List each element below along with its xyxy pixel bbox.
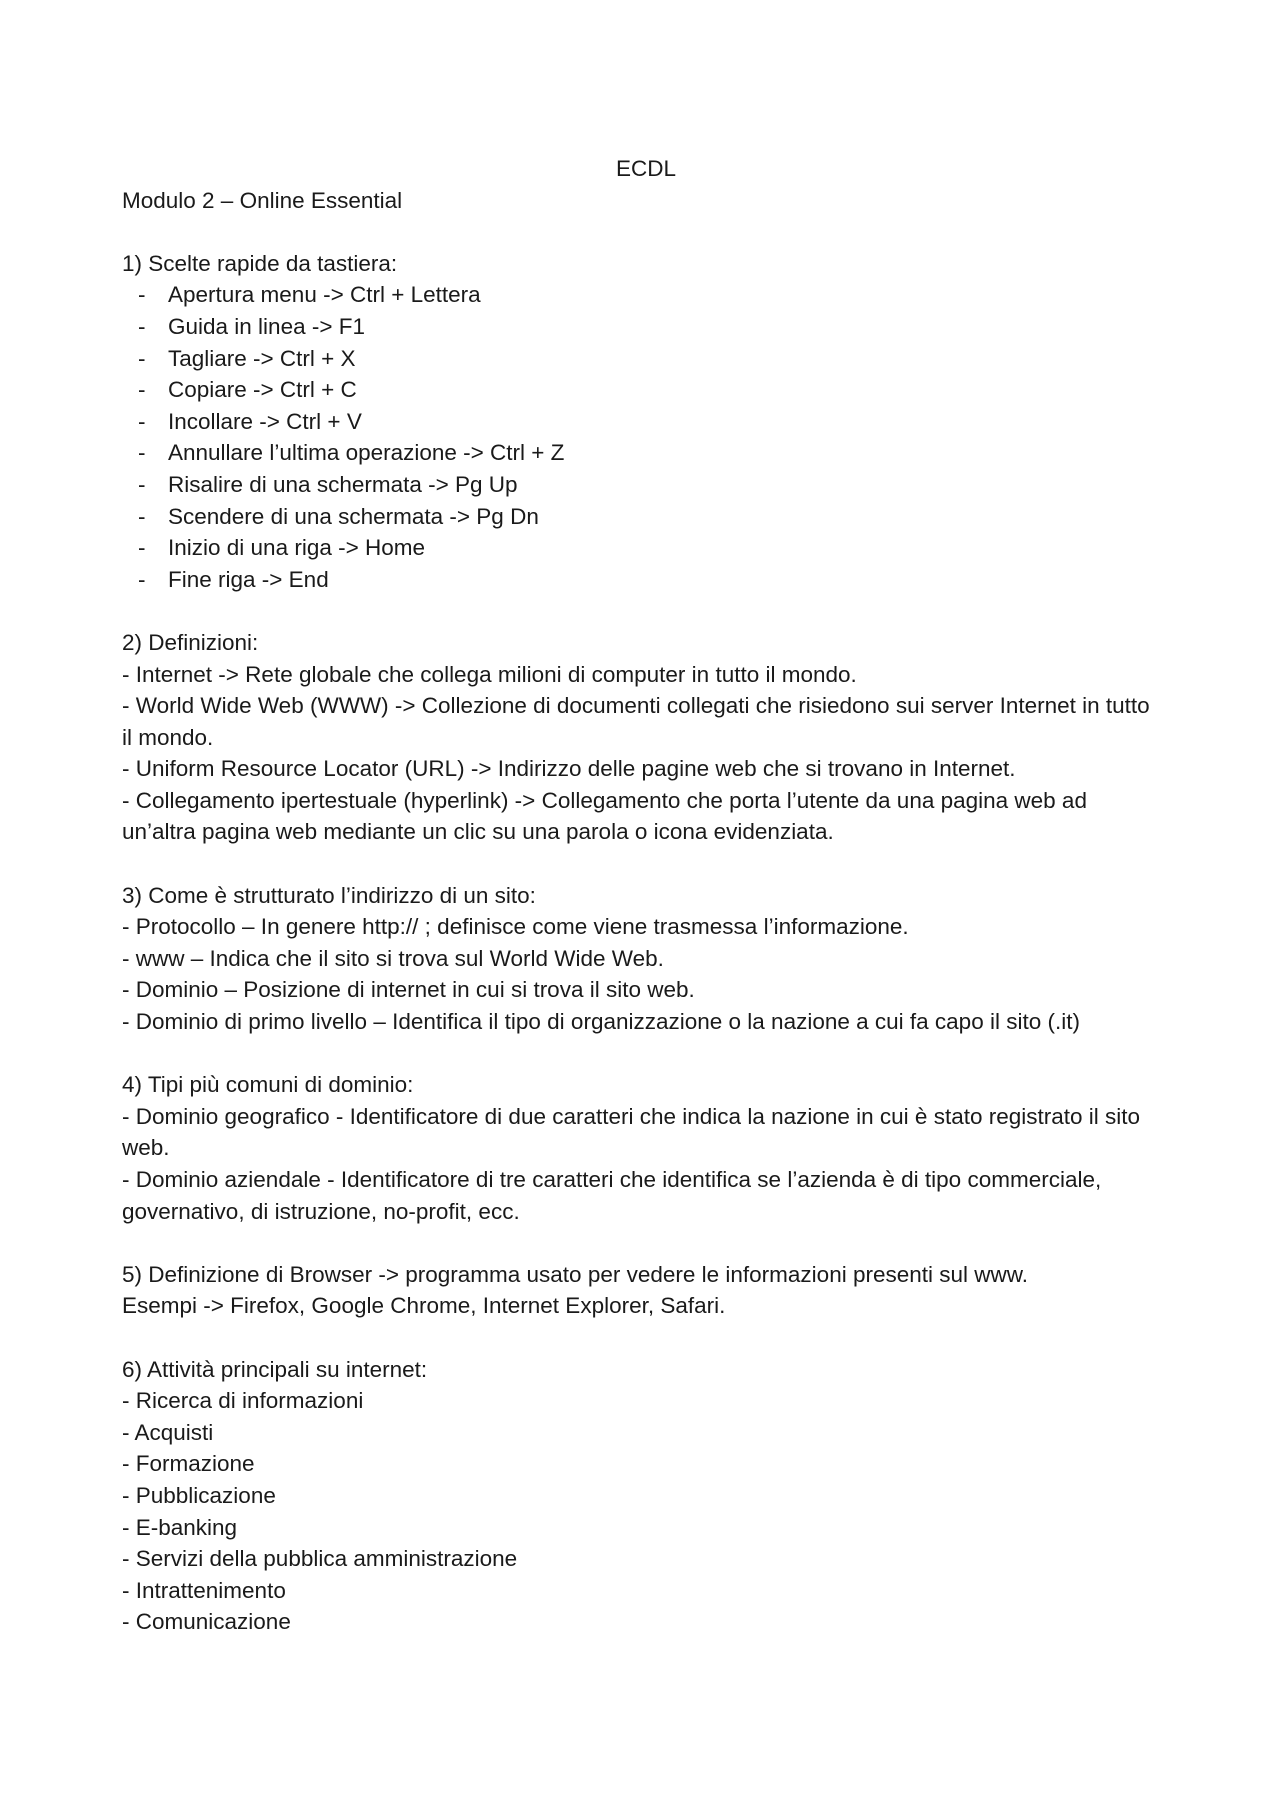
list-item-text: Fine riga -> End <box>168 566 329 592</box>
section-heading-activities: 6) Attività principali su internet: <box>122 1356 428 1382</box>
address-part-item: - Protocollo – In genere http:// ; definisce come viene trasmessa l’informazione. <box>122 914 909 940</box>
address-part-item: - www – Indica che il sito si trova sul World Wide Web. <box>122 945 664 971</box>
spacer <box>122 1038 1162 1070</box>
dash-marker: - <box>138 535 146 561</box>
domain-type-item: - Dominio aziendale - Identificatore di tre caratteri che identifica se l’azienda è di tipo commerciale, governativo, di istruzione, no-profit, ecc. <box>122 1167 1102 1224</box>
list-item <box>122 532 1162 564</box>
list-item-text: Scendere di una schermata -> Pg Dn <box>168 503 539 529</box>
definition-item: - Uniform Resource Locator (URL) -> Indirizzo delle pagine web che si trovano in Internet. <box>122 756 1016 782</box>
dash-marker: - <box>138 566 146 592</box>
activity-item: - Ricerca di informazioni <box>122 1388 364 1414</box>
dash-marker: - <box>138 440 146 466</box>
spacer <box>122 216 1162 248</box>
definition-item: - Collegamento ipertestuale (hyperlink) -> Collegamento che porta l’utente da una pagina web ad un’altra pagina web mediante un clic su una parola o icona evidenziata. <box>122 787 1087 845</box>
list-item <box>122 469 1162 501</box>
definition-item: - World Wide Web (WWW) -> Collezione di documenti collegati che risiedono sui server Internet in tutto il mondo. <box>122 693 1150 750</box>
section-heading-domain-types: 4) Tipi più comuni di dominio: <box>122 1072 414 1098</box>
address-part-item: - Dominio di primo livello – Identifica il tipo di organizzazione o la nazione a cui fa capo il sito (.it) <box>122 1009 1080 1035</box>
definition-item: - Internet -> Rete globale che collega milioni di computer in tutto il mondo. <box>122 661 857 687</box>
section-heading-browser: 5) Definizione di Browser -> programma usato per vedere le informazioni presenti sul www. <box>122 1261 1029 1287</box>
dash-marker: - <box>138 313 146 339</box>
address-part-item: - Dominio – Posizione di internet in cui si trova il sito web. <box>122 977 695 1003</box>
dash-marker: - <box>138 282 146 308</box>
spacer <box>122 1322 1162 1354</box>
list-item-text: Incollare -> Ctrl + V <box>168 408 362 434</box>
activity-item: - Intrattenimento <box>122 1577 286 1603</box>
activity-item: - E-banking <box>122 1514 238 1540</box>
list-item <box>122 437 1162 469</box>
list-item-text: Risalire di una schermata -> Pg Up <box>168 471 518 497</box>
dash-marker: - <box>138 377 146 403</box>
activity-item: - Acquisti <box>122 1419 214 1445</box>
list-item <box>122 374 1162 406</box>
list-item <box>122 501 1162 533</box>
list-item-text: Copiare -> Ctrl + C <box>168 377 357 403</box>
section-heading-definitions: 2) Definizioni: <box>122 629 259 655</box>
list-item <box>122 343 1162 375</box>
section-heading-shortcuts: 1) Scelte rapide da tastiera: <box>122 250 398 276</box>
list-item <box>122 311 1162 343</box>
dash-marker: - <box>138 471 146 497</box>
dash-marker: - <box>138 408 146 434</box>
section-heading-address-structure: 3) Come è strutturato l’indirizzo di un sito: <box>122 882 536 908</box>
activity-item: - Servizi della pubblica amministrazione <box>122 1546 518 1572</box>
document-page <box>122 153 1162 1638</box>
list-item <box>122 564 1162 596</box>
list-item-text: Guida in linea -> F1 <box>168 313 365 339</box>
activity-item: - Formazione <box>122 1451 255 1477</box>
dash-marker: - <box>138 503 146 529</box>
spacer <box>122 595 1162 627</box>
list-item-text: Inizio di una riga -> Home <box>168 535 426 561</box>
activity-item: - Pubblicazione <box>122 1482 276 1508</box>
spacer <box>122 1227 1162 1259</box>
list-item <box>122 406 1162 438</box>
document-subtitle: Modulo 2 – Online Essential <box>122 187 403 213</box>
document-title: ECDL <box>615 156 677 181</box>
activity-item: - Comunicazione <box>122 1609 291 1635</box>
list-item-text: Tagliare -> Ctrl + X <box>168 345 356 371</box>
domain-type-item: - Dominio geografico - Identificatore di due caratteri che indica la nazione in cui è stato registrato il sito web. <box>122 1103 1141 1161</box>
list-item-text: Annullare l’ultima operazione -> Ctrl + Z <box>168 440 565 466</box>
browser-examples: Esempi -> Firefox, Google Chrome, Internet Explorer, Safari. <box>122 1293 726 1319</box>
dash-marker: - <box>138 345 146 371</box>
list-item-text: Apertura menu -> Ctrl + Lettera <box>168 282 481 308</box>
spacer <box>122 848 1162 880</box>
list-item <box>122 279 1162 311</box>
